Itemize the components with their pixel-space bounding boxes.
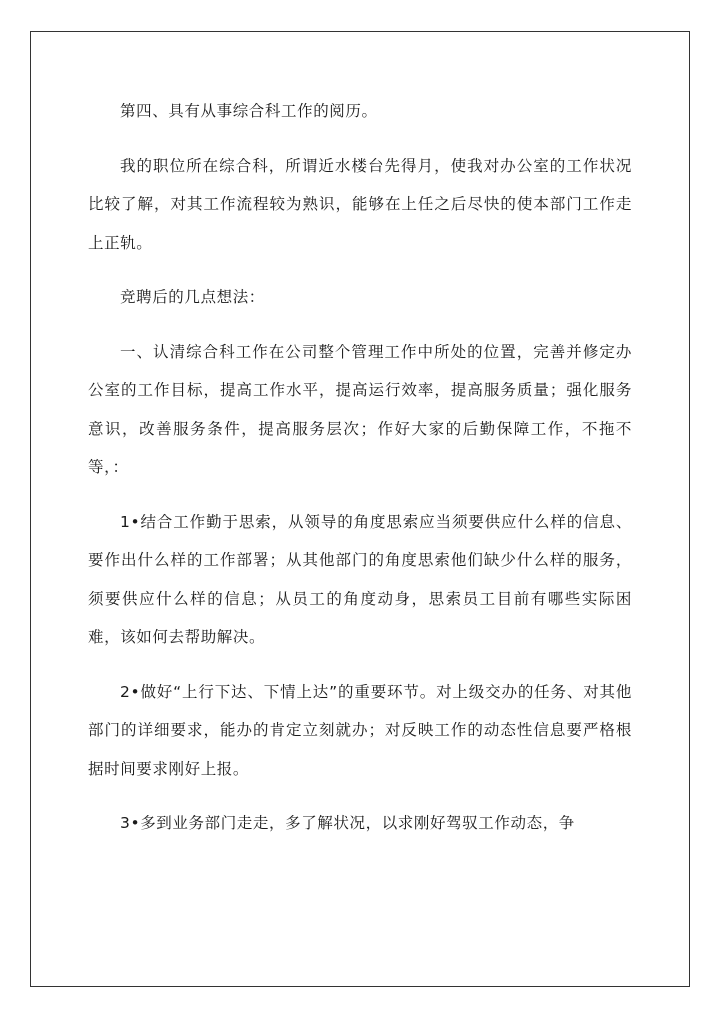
paragraph-position-familiarity: 我的职位所在综合科，所谓近水楼台先得月，使我对办公室的工作状况比较了解，对其工作流程较为熟识，能够在上任之后尽快的使本部门工作走上正轨。: [88, 156, 632, 252]
paragraph-point-3: 3•多到业务部门走走，多了解状况，以求刚好驾驭工作动态，争: [120, 814, 575, 832]
paragraph-point-2: 2•做好“上行下达、下情上达”的重要环节。对上级交办的任务、对其他部门的详细要求，能办的肯定立刻就办；对反映工作的动态性信息要严格根据时间要求刚好上报。: [88, 682, 632, 778]
paragraph-point-1: 1•结合工作勤于思索，从领导的角度思索应当须要供应什么样的信息、要作出什么样的工作部署；从其他部门的角度思索他们缺少什么样的服务，须要供应什么样的信息；从员工的角度动身，思索员工目前有哪些实际困难，该如何去帮助解决。: [88, 512, 632, 646]
paragraph-idea-1: 一、认清综合科工作在公司整个管理工作中所处的位置，完善并修定办公室的工作目标，提高工作水平，提高运行效率，提高服务质量；强化服务意识，改善服务条件，提高服务层次；作好大家的后勤保障工作，不拖不等，：: [88, 342, 632, 476]
paragraph-qualification-4: 第四、具有从事综合科工作的阅历。: [120, 102, 378, 120]
document-body: [88, 92, 632, 859]
paragraph-ideas-heading: 竞聘后的几点想法：: [120, 288, 265, 306]
